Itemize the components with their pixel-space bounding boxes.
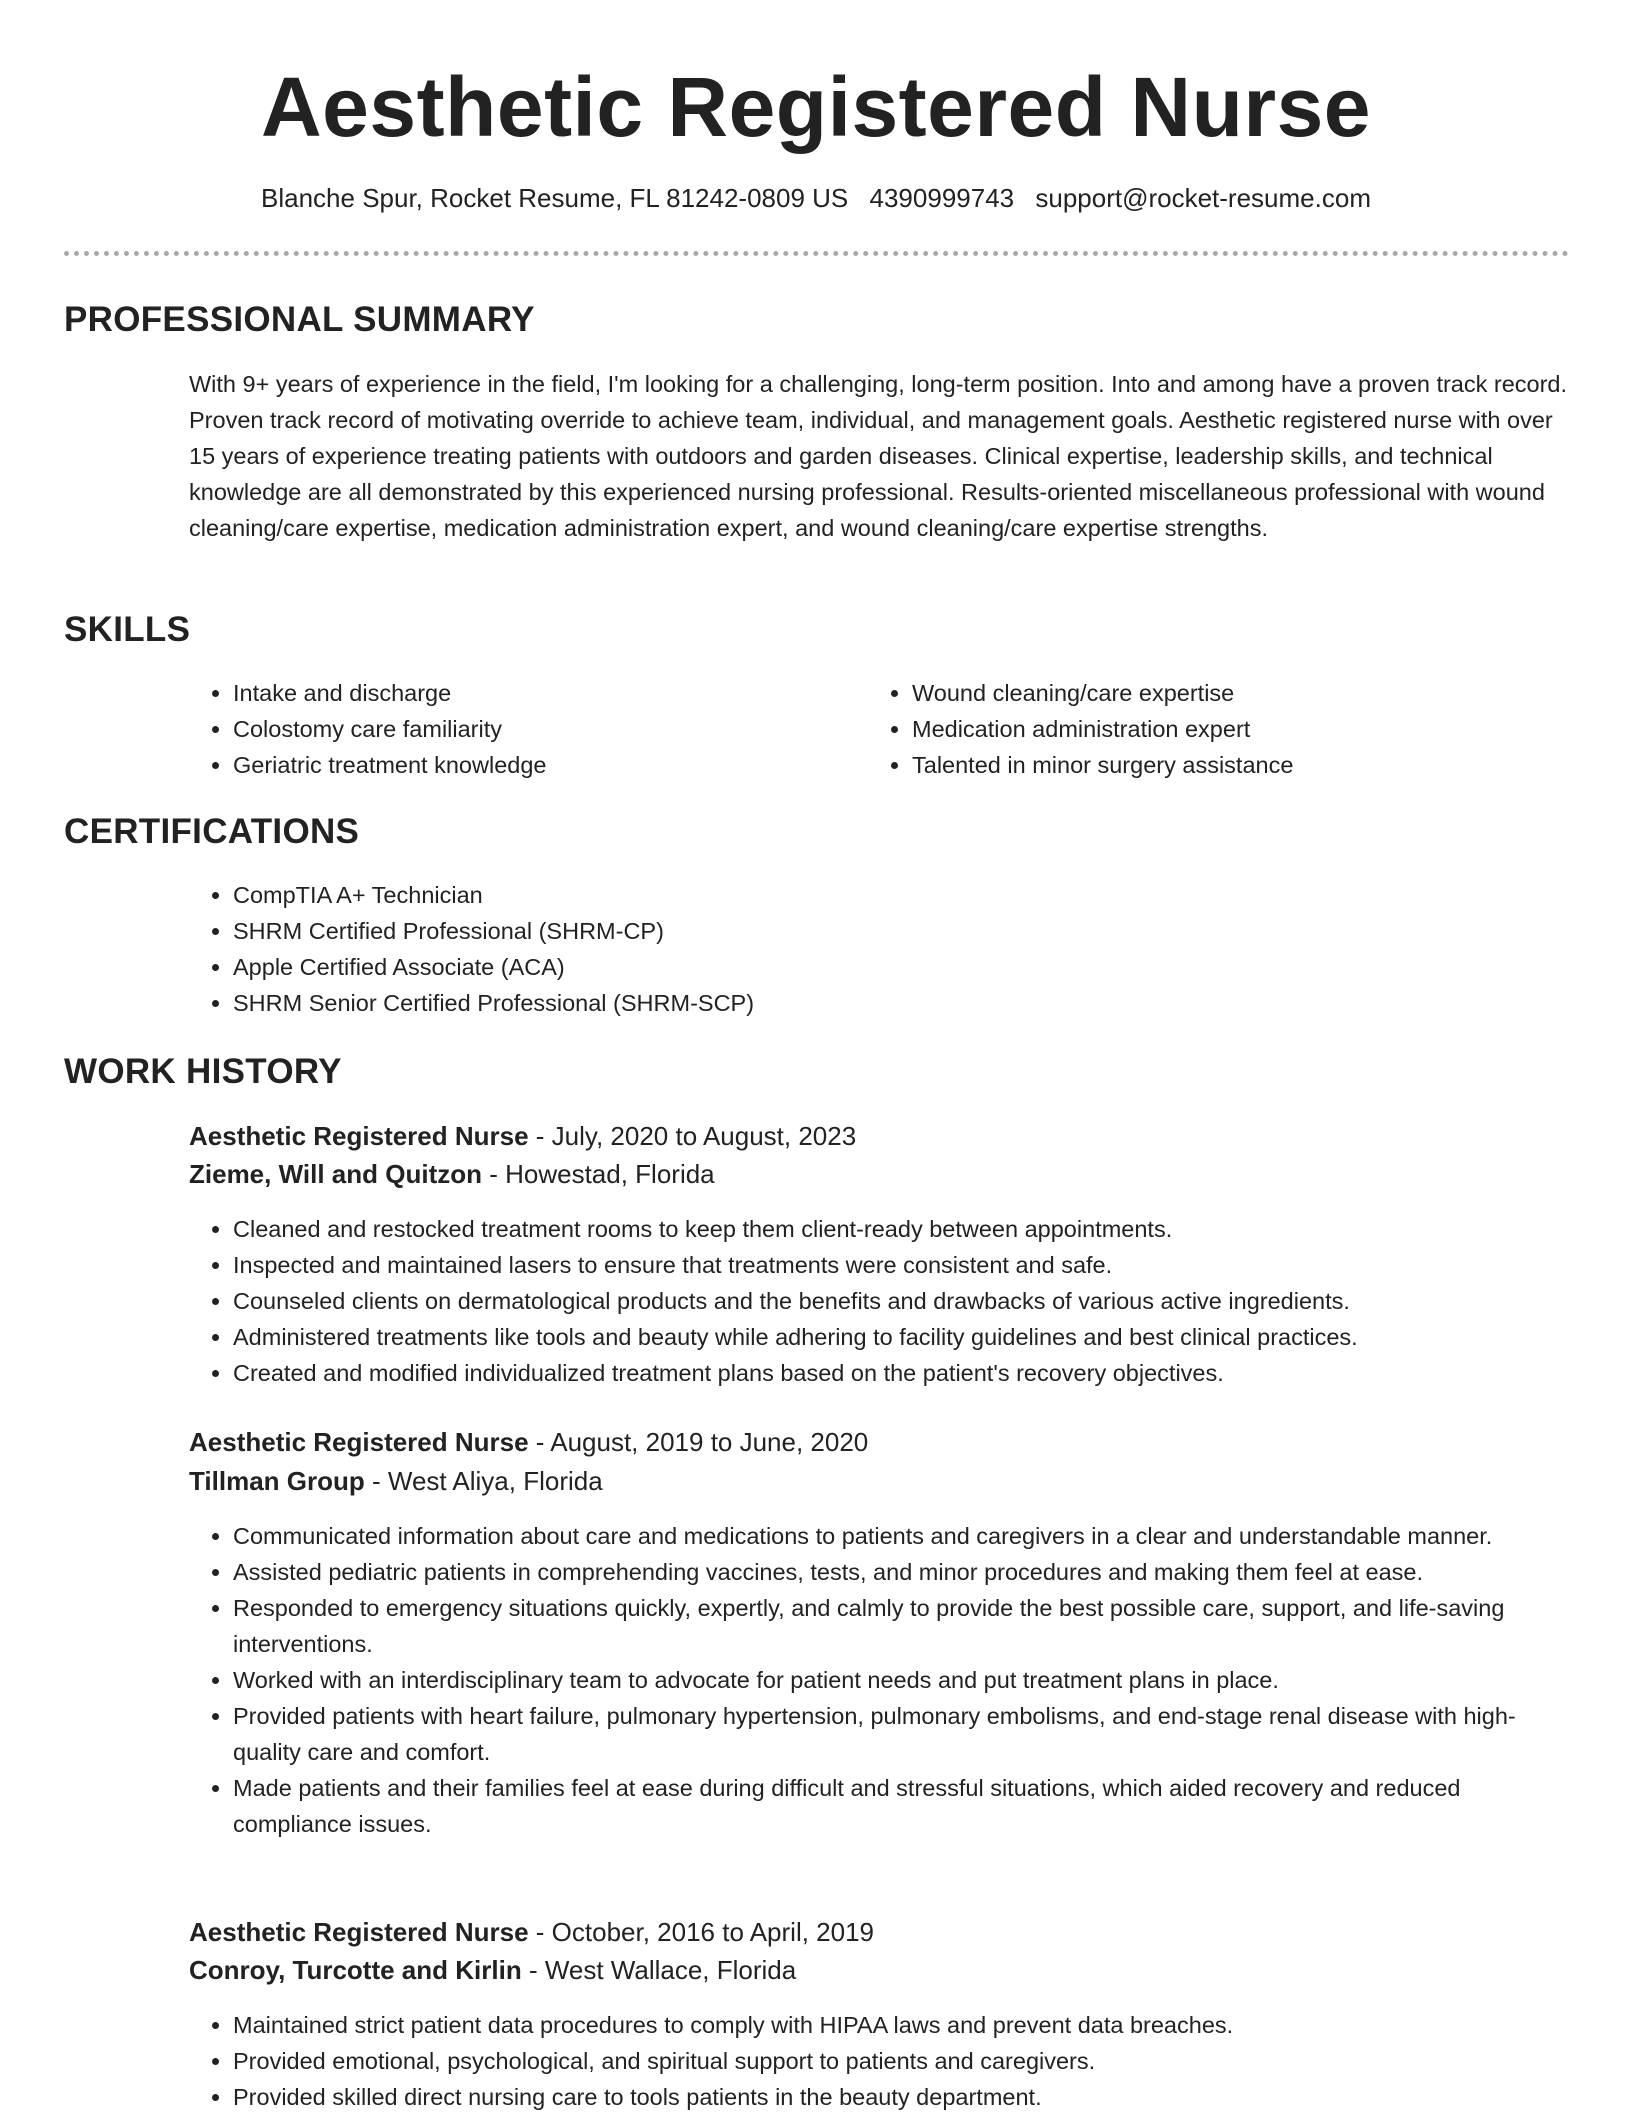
job-title-line bbox=[189, 1423, 868, 1461]
job-role: Aesthetic Registered Nurse bbox=[189, 1427, 529, 1457]
job-bullet: • Made patients and their families feel at ease during difficult and stressful situations, which aided recovery and reduced compliance issues. bbox=[233, 1770, 1578, 1842]
job-company-line bbox=[189, 1462, 603, 1500]
skill-item: • Medication administration expert bbox=[912, 711, 1592, 747]
skills-heading: SKILLS bbox=[64, 610, 191, 649]
job-bullet: • Maintained strict patient data procedures to comply with HIPAA laws and prevent data breaches. bbox=[233, 2007, 1613, 2043]
job-company-line bbox=[189, 1951, 796, 1989]
job-company: Zieme, Will and Quitzon bbox=[189, 1159, 482, 1189]
header-divider bbox=[64, 251, 1569, 256]
job-bullet: • Inspected and maintained lasers to ensure that treatments were consistent and safe. bbox=[233, 1247, 1613, 1283]
skills-list-left bbox=[189, 675, 853, 783]
skill-item: • Talented in minor surgery assistance bbox=[912, 747, 1592, 783]
contact-line bbox=[0, 181, 1632, 215]
job-company: Conroy, Turcotte and Kirlin bbox=[189, 1955, 522, 1985]
job-bullet: • Responded to emergency situations quickly, expertly, and calmly to provide the best possible care, support, and life-saving interventions. bbox=[233, 1590, 1578, 1662]
certification-item: • SHRM Certified Professional (SHRM-CP) bbox=[233, 913, 1533, 949]
job-role: Aesthetic Registered Nurse bbox=[189, 1121, 529, 1151]
job-location: - West Aliya, Florida bbox=[364, 1466, 603, 1496]
job-title-line bbox=[189, 1913, 874, 1951]
skill-item: • Geriatric treatment knowledge bbox=[233, 747, 853, 783]
job-bullet: • Created and modified individualized treatment plans based on the patient's recovery objectives. bbox=[233, 1355, 1613, 1391]
job-bullet: • Communicated information about care and medications to patients and caregivers in a clear and understandable manner. bbox=[233, 1518, 1578, 1554]
job-bullets bbox=[189, 1211, 1613, 1391]
certification-item: • SHRM Senior Certified Professional (SHRM-SCP) bbox=[233, 985, 1533, 1021]
job-bullet: • Provided skilled direct nursing care to tools patients in the beauty department. bbox=[233, 2079, 1613, 2115]
job-company-line bbox=[189, 1155, 715, 1193]
job-bullet: • Cleaned and restocked treatment rooms to keep them client-ready between appointments. bbox=[233, 1211, 1613, 1247]
job-bullets bbox=[189, 1518, 1578, 1842]
job-location: - West Wallace, Florida bbox=[521, 1955, 797, 1985]
summary-text: With 9+ years of experience in the field, I'm looking for a challenging, long-term position. Into and among have a proven track record. Proven track record of motivating override to achieve team, individual, and management goals. Aesthetic registered nurse with over 15 years of experience treating patients with outdoors and garden diseases. Clinical expertise, leadership skills, and technical knowledge are all demonstrated by this experienced nursing professional. Results-oriented miscellaneous professional with wound cleaning/care expertise, medication administration expert, and wound cleaning/care expertise strengths. bbox=[189, 371, 1568, 541]
job-bullet: • Provided patients with heart failure, pulmonary hypertension, pulmonary embolisms, and end-stage renal disease with high-quality care and comfort. bbox=[233, 1698, 1578, 1770]
job-role: Aesthetic Registered Nurse bbox=[189, 1917, 529, 1947]
job-bullet: • Provided emotional, psychological, and spiritual support to patients and caregivers. bbox=[233, 2043, 1613, 2079]
work-history-heading: WORK HISTORY bbox=[64, 1052, 342, 1091]
skills-list-right bbox=[868, 675, 1592, 783]
contact-phone: 4390999743 bbox=[869, 183, 1015, 213]
contact-address: Blanche Spur, Rocket Resume, FL 81242-0809 US bbox=[261, 183, 849, 213]
certification-item: • Apple Certified Associate (ACA) bbox=[233, 949, 1533, 985]
job-bullet: • Administered treatments like tools and beauty while adhering to facility guidelines and best clinical practices. bbox=[233, 1319, 1613, 1355]
job-bullet: • Assisted pediatric patients in comprehending vaccines, tests, and minor procedures and making them feel at ease. bbox=[233, 1554, 1578, 1590]
job-location: - Howestad, Florida bbox=[482, 1159, 715, 1189]
summary-heading: PROFESSIONAL SUMMARY bbox=[64, 300, 535, 339]
job-bullets bbox=[189, 2007, 1613, 2115]
skill-item: • Colostomy care familiarity bbox=[233, 711, 853, 747]
job-dates: - July, 2020 to August, 2023 bbox=[528, 1121, 857, 1151]
candidate-name: Aesthetic Registered Nurse bbox=[260, 60, 1372, 154]
certification-item: • CompTIA A+ Technician bbox=[233, 877, 1533, 913]
skill-item: • Intake and discharge bbox=[233, 675, 853, 711]
job-bullet: • Worked with an interdisciplinary team to advocate for patient needs and put treatment plans in place. bbox=[233, 1662, 1578, 1698]
job-company: Tillman Group bbox=[189, 1466, 365, 1496]
skill-item: • Wound cleaning/care expertise bbox=[912, 675, 1592, 711]
certifications-list bbox=[189, 877, 1533, 1021]
certifications-heading: CERTIFICATIONS bbox=[64, 812, 360, 851]
job-dates: - August, 2019 to June, 2020 bbox=[528, 1427, 869, 1457]
job-dates: - October, 2016 to April, 2019 bbox=[528, 1917, 875, 1947]
job-title-line bbox=[189, 1117, 856, 1155]
contact-email: support@rocket-resume.com bbox=[1035, 183, 1371, 213]
job-bullet: • Counseled clients on dermatological products and the benefits and drawbacks of various active ingredients. bbox=[233, 1283, 1613, 1319]
